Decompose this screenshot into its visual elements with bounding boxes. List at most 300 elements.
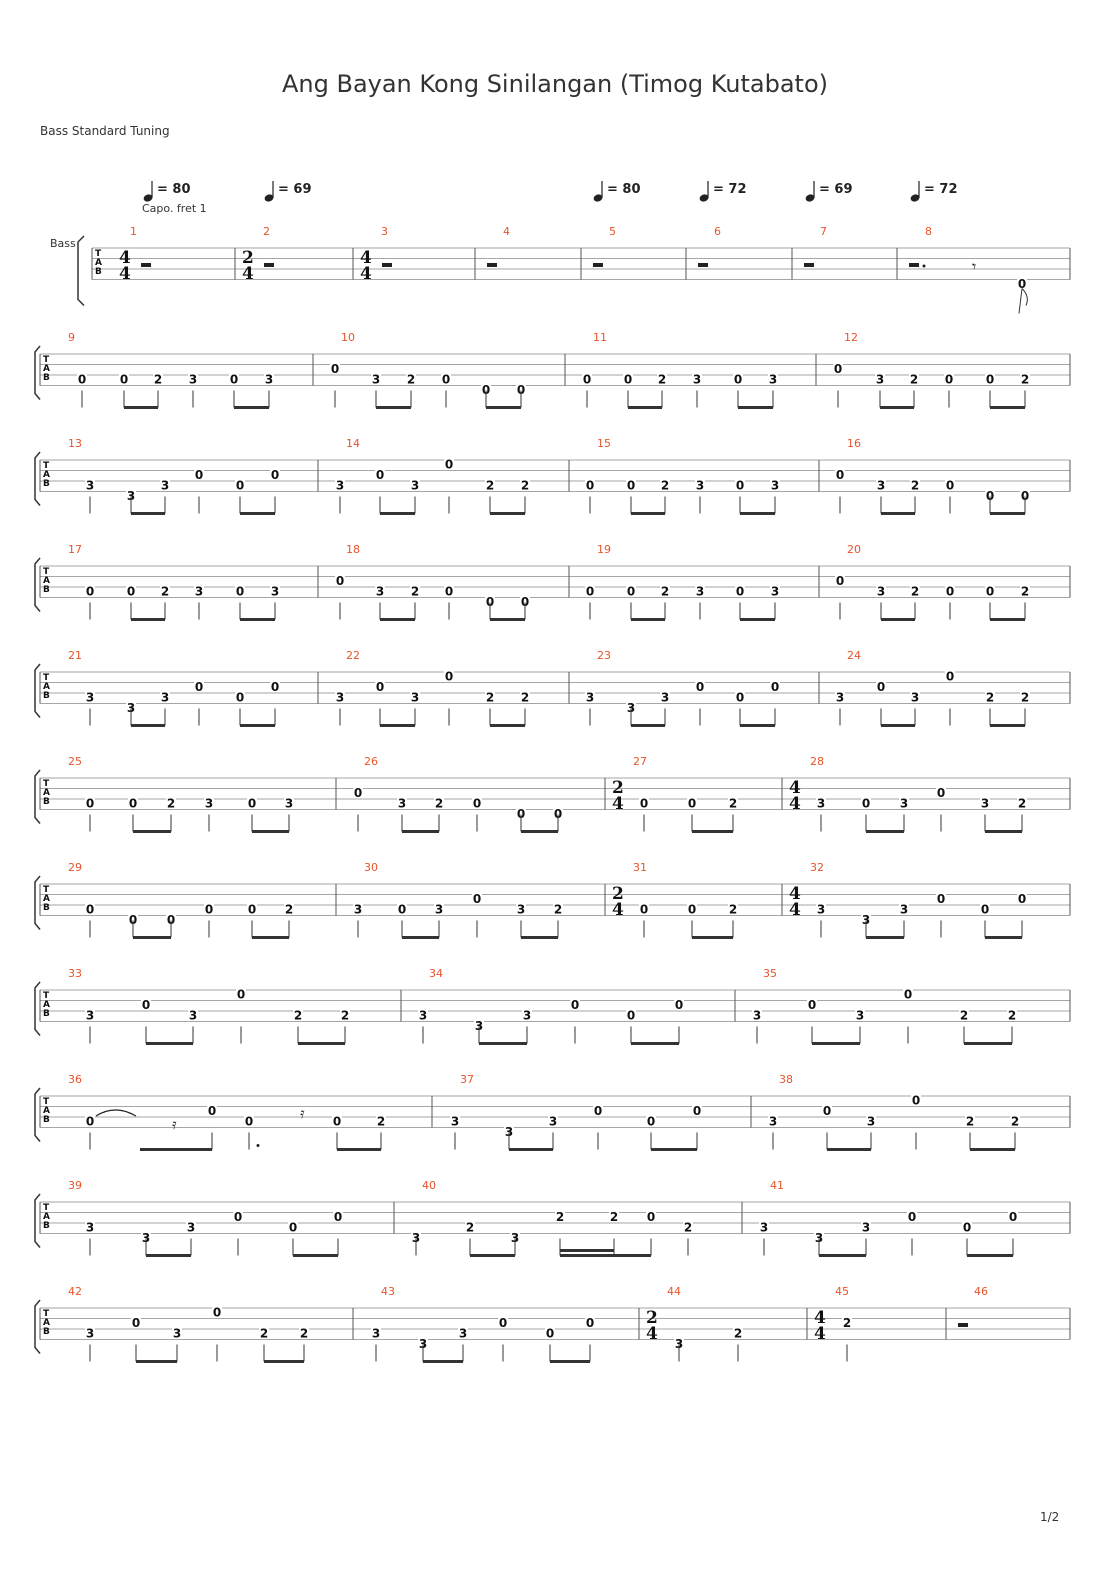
tab-clef-letter: T: [43, 673, 50, 683]
tab-clef-letter: B: [43, 1327, 50, 1337]
fret-number: 2: [434, 796, 444, 811]
fret-number: 2: [660, 584, 670, 599]
fret-number: 0: [247, 796, 257, 811]
tab-clef-letter: T: [43, 885, 50, 895]
fret-number: 3: [522, 1008, 532, 1023]
fret-number: 0: [204, 902, 214, 917]
fret-number: 0: [770, 680, 780, 694]
fret-number: 0: [585, 1316, 595, 1330]
fret-number: 3: [85, 1326, 95, 1341]
fret-number: 0: [985, 489, 995, 503]
fret-number: 3: [284, 796, 294, 811]
system-bracket: [35, 1300, 40, 1354]
fret-number: 0: [639, 796, 649, 811]
fret-number: 3: [674, 1337, 684, 1351]
fret-number: 0: [1008, 1210, 1018, 1224]
fret-number: 0: [85, 1114, 95, 1129]
fret-number: 2: [153, 372, 163, 387]
fret-number: 0: [335, 574, 345, 588]
fret-number: 0: [128, 913, 138, 927]
fret-number: 0: [498, 1316, 508, 1330]
fret-number: 3: [160, 690, 170, 705]
fret-number: 0: [233, 1210, 243, 1224]
tab-clef-letter: A: [95, 258, 102, 268]
fret-number: 3: [204, 796, 214, 811]
fret-number: 0: [397, 902, 407, 917]
measure-number: 21: [68, 649, 82, 662]
time-signature-top: 4: [119, 248, 131, 268]
fret-number: 0: [441, 372, 451, 387]
measure-number: 16: [847, 437, 861, 450]
instrument-label: Bass: [50, 237, 76, 250]
fret-number: 2: [465, 1220, 475, 1235]
fret-number: 0: [485, 595, 495, 609]
fret-number: 2: [660, 478, 670, 493]
fret-number: 0: [166, 913, 176, 927]
time-signature-top: 4: [789, 778, 801, 798]
tab-clef-letter: T: [43, 1097, 50, 1107]
time-signature-bottom: 4: [646, 1324, 658, 1344]
fret-number: 2: [683, 1220, 693, 1235]
fret-number: 0: [944, 372, 954, 387]
half-rest: [141, 263, 151, 267]
half-rest: [958, 1323, 968, 1327]
tab-clef-letter: B: [43, 479, 50, 489]
tempo-marking: = 72: [713, 182, 747, 197]
time-signature-top: 2: [242, 248, 254, 268]
fret-number: 0: [194, 680, 204, 694]
fret-number: 0: [119, 372, 129, 387]
measure-number: 7: [820, 225, 827, 238]
tab-clef-letter: A: [43, 788, 50, 798]
measure-number: 35: [763, 967, 777, 980]
time-signature-bottom: 4: [119, 264, 131, 284]
half-rest: [909, 263, 919, 267]
fret-number: 2: [166, 796, 176, 811]
eighth-note-flag: [1019, 289, 1027, 314]
fret-number: 0: [333, 1210, 343, 1224]
system-bracket: [35, 1088, 40, 1142]
fret-number: 2: [299, 1326, 309, 1341]
fret-number: 0: [735, 478, 745, 493]
measure-number: 32: [810, 861, 824, 874]
half-rest: [698, 263, 708, 267]
fret-number: 0: [945, 584, 955, 599]
tab-clef-letter: B: [43, 797, 50, 807]
fret-number: 2: [410, 584, 420, 599]
measure-number: 23: [597, 649, 611, 662]
fret-number: 0: [126, 584, 136, 599]
measure-number: 15: [597, 437, 611, 450]
measure-number: 43: [381, 1285, 395, 1298]
fret-number: 3: [910, 690, 920, 705]
measure-number: 13: [68, 437, 82, 450]
fret-number: 0: [623, 372, 633, 387]
fret-number: 0: [835, 574, 845, 588]
fret-number: 0: [903, 987, 913, 1002]
fret-number: 0: [194, 468, 204, 482]
system-bracket: [35, 876, 40, 930]
system-bracket: [35, 1194, 40, 1248]
fret-number: 3: [980, 796, 990, 811]
fret-number: 0: [236, 987, 246, 1002]
fret-number: 2: [609, 1210, 619, 1224]
fret-number: 0: [481, 383, 491, 397]
measure-number: 9: [68, 331, 75, 344]
fret-number: 0: [444, 669, 454, 684]
fret-number: 3: [876, 584, 886, 599]
measure-number: 27: [633, 755, 647, 768]
fret-number: 0: [270, 680, 280, 694]
fret-number: 3: [160, 478, 170, 493]
fret-number: 0: [626, 478, 636, 493]
fret-number: 0: [985, 584, 995, 599]
tab-clef-letter: T: [43, 1309, 50, 1319]
fret-number: 0: [861, 796, 871, 811]
fret-number: 3: [816, 902, 826, 917]
fret-number: 3: [899, 796, 909, 811]
fret-number: 0: [472, 892, 482, 906]
tab-clef-letter: B: [43, 1009, 50, 1019]
tab-clef-letter: T: [43, 355, 50, 365]
measure-number: 18: [346, 543, 360, 556]
measure-number: 12: [844, 331, 858, 344]
tab-clef-letter: T: [43, 1203, 50, 1213]
fret-number: 0: [646, 1210, 656, 1224]
measure-number: 3: [381, 225, 388, 238]
fret-number: 0: [985, 372, 995, 387]
fret-number: 3: [264, 372, 274, 387]
fret-number: 0: [907, 1210, 917, 1224]
half-rest: [593, 263, 603, 267]
fret-number: 2: [340, 1008, 350, 1023]
fret-number: 0: [835, 468, 845, 482]
fret-number: 0: [212, 1305, 222, 1320]
measure-number: 40: [422, 1179, 436, 1192]
tab-clef-letter: A: [43, 894, 50, 904]
rest-dot: [923, 265, 926, 268]
fret-number: 3: [375, 584, 385, 599]
fret-number: 0: [807, 998, 817, 1012]
tab-clef-letter: T: [43, 461, 50, 471]
fret-number: 2: [160, 584, 170, 599]
measure-number: 17: [68, 543, 82, 556]
fret-number: 3: [194, 584, 204, 599]
fret-number: 0: [582, 372, 592, 387]
fret-number: 0: [980, 902, 990, 917]
fret-number: 3: [692, 372, 702, 387]
fret-number: 3: [861, 1220, 871, 1235]
fret-number: 2: [959, 1008, 969, 1023]
tab-clef-letter: B: [43, 903, 50, 913]
fret-number: 0: [353, 786, 363, 800]
fret-number: 3: [450, 1114, 460, 1129]
time-signature-bottom: 4: [242, 264, 254, 284]
fret-number: 0: [936, 786, 946, 800]
fret-number: 0: [85, 796, 95, 811]
fret-number: 3: [516, 902, 526, 917]
fret-number: 2: [728, 902, 738, 917]
time-signature-bottom: 4: [360, 264, 372, 284]
measure-number: 39: [68, 1179, 82, 1192]
measure-number: 36: [68, 1073, 82, 1086]
fret-number: 0: [585, 478, 595, 493]
fret-number: 0: [553, 807, 563, 821]
half-rest: [804, 263, 814, 267]
fret-number: 2: [520, 690, 530, 705]
measure-number: 4: [503, 225, 510, 238]
tab-clef-letter: A: [43, 1106, 50, 1116]
fret-number: 3: [876, 478, 886, 493]
fret-number: 2: [842, 1316, 852, 1330]
tempo-marking: = 80: [607, 182, 641, 197]
fret-number: 2: [1020, 372, 1030, 387]
fret-number: 0: [375, 680, 385, 694]
tab-clef-letter: B: [43, 1221, 50, 1231]
fret-number: 0: [85, 584, 95, 599]
fret-number: 3: [85, 478, 95, 493]
fret-number: 2: [728, 796, 738, 811]
fret-number: 3: [866, 1114, 876, 1129]
fret-number: 2: [1010, 1114, 1020, 1129]
fret-number: 3: [835, 690, 845, 705]
fret-number: 0: [570, 998, 580, 1012]
fret-number: 0: [141, 998, 151, 1012]
fret-number: 0: [229, 372, 239, 387]
time-signature-bottom: 4: [612, 794, 624, 814]
fret-number: 3: [434, 902, 444, 917]
tab-clef-letter: B: [43, 585, 50, 595]
tab-clef-letter: A: [43, 1318, 50, 1328]
eighth-rest: 𝄾: [972, 257, 977, 276]
tempo-marking: = 72: [924, 182, 958, 197]
fret-number: 0: [1017, 892, 1027, 906]
measure-number: 6: [714, 225, 721, 238]
tab-clef-letter: B: [43, 373, 50, 383]
fret-number: 3: [411, 1231, 421, 1245]
system-bracket: [35, 664, 40, 718]
tab-clef-letter: A: [43, 364, 50, 374]
fret-number: 3: [188, 1008, 198, 1023]
fret-number: 0: [516, 807, 526, 821]
fret-number: 3: [816, 796, 826, 811]
fret-number: 3: [418, 1008, 428, 1023]
fret-number: 0: [77, 372, 87, 387]
fret-number: 0: [687, 902, 697, 917]
fret-number: 0: [330, 362, 340, 376]
system-bracket: [35, 558, 40, 612]
fret-number: 0: [288, 1220, 298, 1235]
tab-clef-letter: T: [43, 567, 50, 577]
fret-number: 3: [418, 1337, 428, 1351]
fret-number: 3: [141, 1231, 151, 1245]
measure-number: 45: [835, 1285, 849, 1298]
half-rest: [382, 263, 392, 267]
fret-number: 0: [520, 595, 530, 609]
system-bracket: [35, 452, 40, 506]
fret-number: 0: [270, 468, 280, 482]
half-rest: [487, 263, 497, 267]
fret-number: 3: [474, 1019, 484, 1033]
system-bracket: [35, 770, 40, 824]
fret-number: 2: [555, 1210, 565, 1224]
time-signature-top: 2: [612, 778, 624, 798]
measure-number: 37: [460, 1073, 474, 1086]
fret-number: 2: [1017, 796, 1027, 811]
fret-number: 3: [126, 701, 136, 715]
fret-number: 0: [235, 690, 245, 705]
measure-number: 26: [364, 755, 378, 768]
fret-number: 2: [520, 478, 530, 493]
tab-clef-letter: T: [95, 249, 102, 259]
fret-number: 2: [284, 902, 294, 917]
fret-number: 3: [335, 478, 345, 493]
fret-number: 3: [695, 478, 705, 493]
time-signature-bottom: 4: [814, 1324, 826, 1344]
tempo-marking: = 69: [819, 182, 853, 197]
fret-number: 0: [945, 669, 955, 684]
time-signature-top: 2: [646, 1308, 658, 1328]
measure-number: 34: [429, 967, 443, 980]
tempo-marking: = 69: [278, 182, 312, 197]
fret-number: 0: [876, 680, 886, 694]
fret-number: 0: [1020, 489, 1030, 503]
tab-clef-letter: A: [43, 470, 50, 480]
system-bracket: [35, 982, 40, 1036]
fret-number: 0: [733, 372, 743, 387]
tab-clef-letter: A: [43, 1000, 50, 1010]
fret-number: 3: [410, 478, 420, 493]
measure-number: 38: [779, 1073, 793, 1086]
tab-clef-letter: B: [95, 267, 102, 277]
fret-number: 3: [510, 1231, 520, 1245]
fret-number: 3: [770, 478, 780, 493]
measure-number: 25: [68, 755, 82, 768]
time-signature-top: 4: [814, 1308, 826, 1328]
measure-number: 29: [68, 861, 82, 874]
fret-number: 0: [585, 584, 595, 599]
fret-number: 2: [1020, 690, 1030, 705]
sixteenth-rest: 𝄿: [172, 1115, 177, 1133]
fret-number: 3: [752, 1008, 762, 1023]
fret-number: 3: [548, 1114, 558, 1129]
fret-number: 3: [695, 584, 705, 599]
fret-number: 3: [770, 584, 780, 599]
fret-number: 3: [188, 372, 198, 387]
fret-number: 2: [376, 1114, 386, 1129]
measure-number: 22: [346, 649, 360, 662]
fret-number: 0: [639, 902, 649, 917]
measure-number: 42: [68, 1285, 82, 1298]
measure-number: 20: [847, 543, 861, 556]
fret-number: 0: [593, 1104, 603, 1118]
fret-number: 0: [822, 1104, 832, 1118]
fret-number: 3: [814, 1231, 824, 1245]
time-signature-bottom: 4: [789, 900, 801, 920]
fret-number: 3: [186, 1220, 196, 1235]
measure-number: 31: [633, 861, 647, 874]
fret-number: 3: [335, 690, 345, 705]
tuning-label: Bass Standard Tuning: [40, 124, 170, 138]
fret-number: 0: [911, 1093, 921, 1108]
fret-number: 3: [353, 902, 363, 917]
fret-number: 2: [910, 478, 920, 493]
time-signature-top: 4: [360, 248, 372, 268]
tab-clef-letter: B: [43, 691, 50, 701]
fret-number: 0: [131, 1316, 141, 1330]
fret-number: 0: [444, 584, 454, 599]
fret-number: 0: [472, 796, 482, 811]
fret-number: 2: [1007, 1008, 1017, 1023]
measure-number: 24: [847, 649, 861, 662]
fret-number: 0: [332, 1114, 342, 1129]
fret-number: 0: [692, 1104, 702, 1118]
fret-number: 0: [626, 1008, 636, 1023]
time-signature-top: 2: [612, 884, 624, 904]
fret-number: 3: [660, 690, 670, 705]
tempo-marking: = 80: [157, 182, 191, 197]
fret-number: 3: [759, 1220, 769, 1235]
fret-number: 2: [485, 478, 495, 493]
measure-number: 33: [68, 967, 82, 980]
fret-number: 3: [371, 1326, 381, 1341]
fret-number: 2: [1020, 584, 1030, 599]
measure-number: 14: [346, 437, 360, 450]
page-number: 1/2: [1040, 1510, 1060, 1524]
fret-number: 0: [207, 1104, 217, 1118]
tab-clef-letter: A: [43, 1212, 50, 1222]
measure-number: 8: [925, 225, 932, 238]
measure-number: 19: [597, 543, 611, 556]
tab-clef-letter: A: [43, 682, 50, 692]
measure-number: 1: [130, 225, 137, 238]
fret-number: 0: [646, 1114, 656, 1129]
fret-number: 3: [270, 584, 280, 599]
fret-number: 2: [909, 372, 919, 387]
system-bracket: [35, 346, 40, 400]
fret-number: 0: [247, 902, 257, 917]
fret-number: 3: [855, 1008, 865, 1023]
time-signature-bottom: 4: [612, 900, 624, 920]
fret-number: 0: [85, 902, 95, 917]
fret-number: 3: [875, 372, 885, 387]
fret-number: 0: [687, 796, 697, 811]
fret-number: 0: [674, 998, 684, 1012]
fret-number: 0: [695, 680, 705, 694]
fret-number: 0: [945, 478, 955, 493]
measure-number: 5: [609, 225, 616, 238]
fret-number: 0: [128, 796, 138, 811]
page-title: Ang Bayan Kong Sinilangan (Timog Kutabato): [281, 70, 828, 98]
system-bracket: [78, 236, 84, 306]
fret-number: 0: [516, 383, 526, 397]
fret-number: 3: [126, 489, 136, 503]
fret-number: 2: [985, 690, 995, 705]
fret-number: 3: [626, 701, 636, 715]
fret-number: 0: [962, 1220, 972, 1235]
fret-number: 0: [375, 468, 385, 482]
fret-number: 3: [861, 913, 871, 927]
tab-clef-letter: T: [43, 779, 50, 789]
fret-number: 3: [585, 690, 595, 705]
measure-number: 28: [810, 755, 824, 768]
fret-number: 3: [458, 1326, 468, 1341]
fret-number: 0: [235, 478, 245, 493]
tab-clef-letter: A: [43, 576, 50, 586]
fret-number: 2: [553, 902, 563, 917]
fret-number: 0: [244, 1114, 254, 1129]
fret-number: 3: [397, 796, 407, 811]
